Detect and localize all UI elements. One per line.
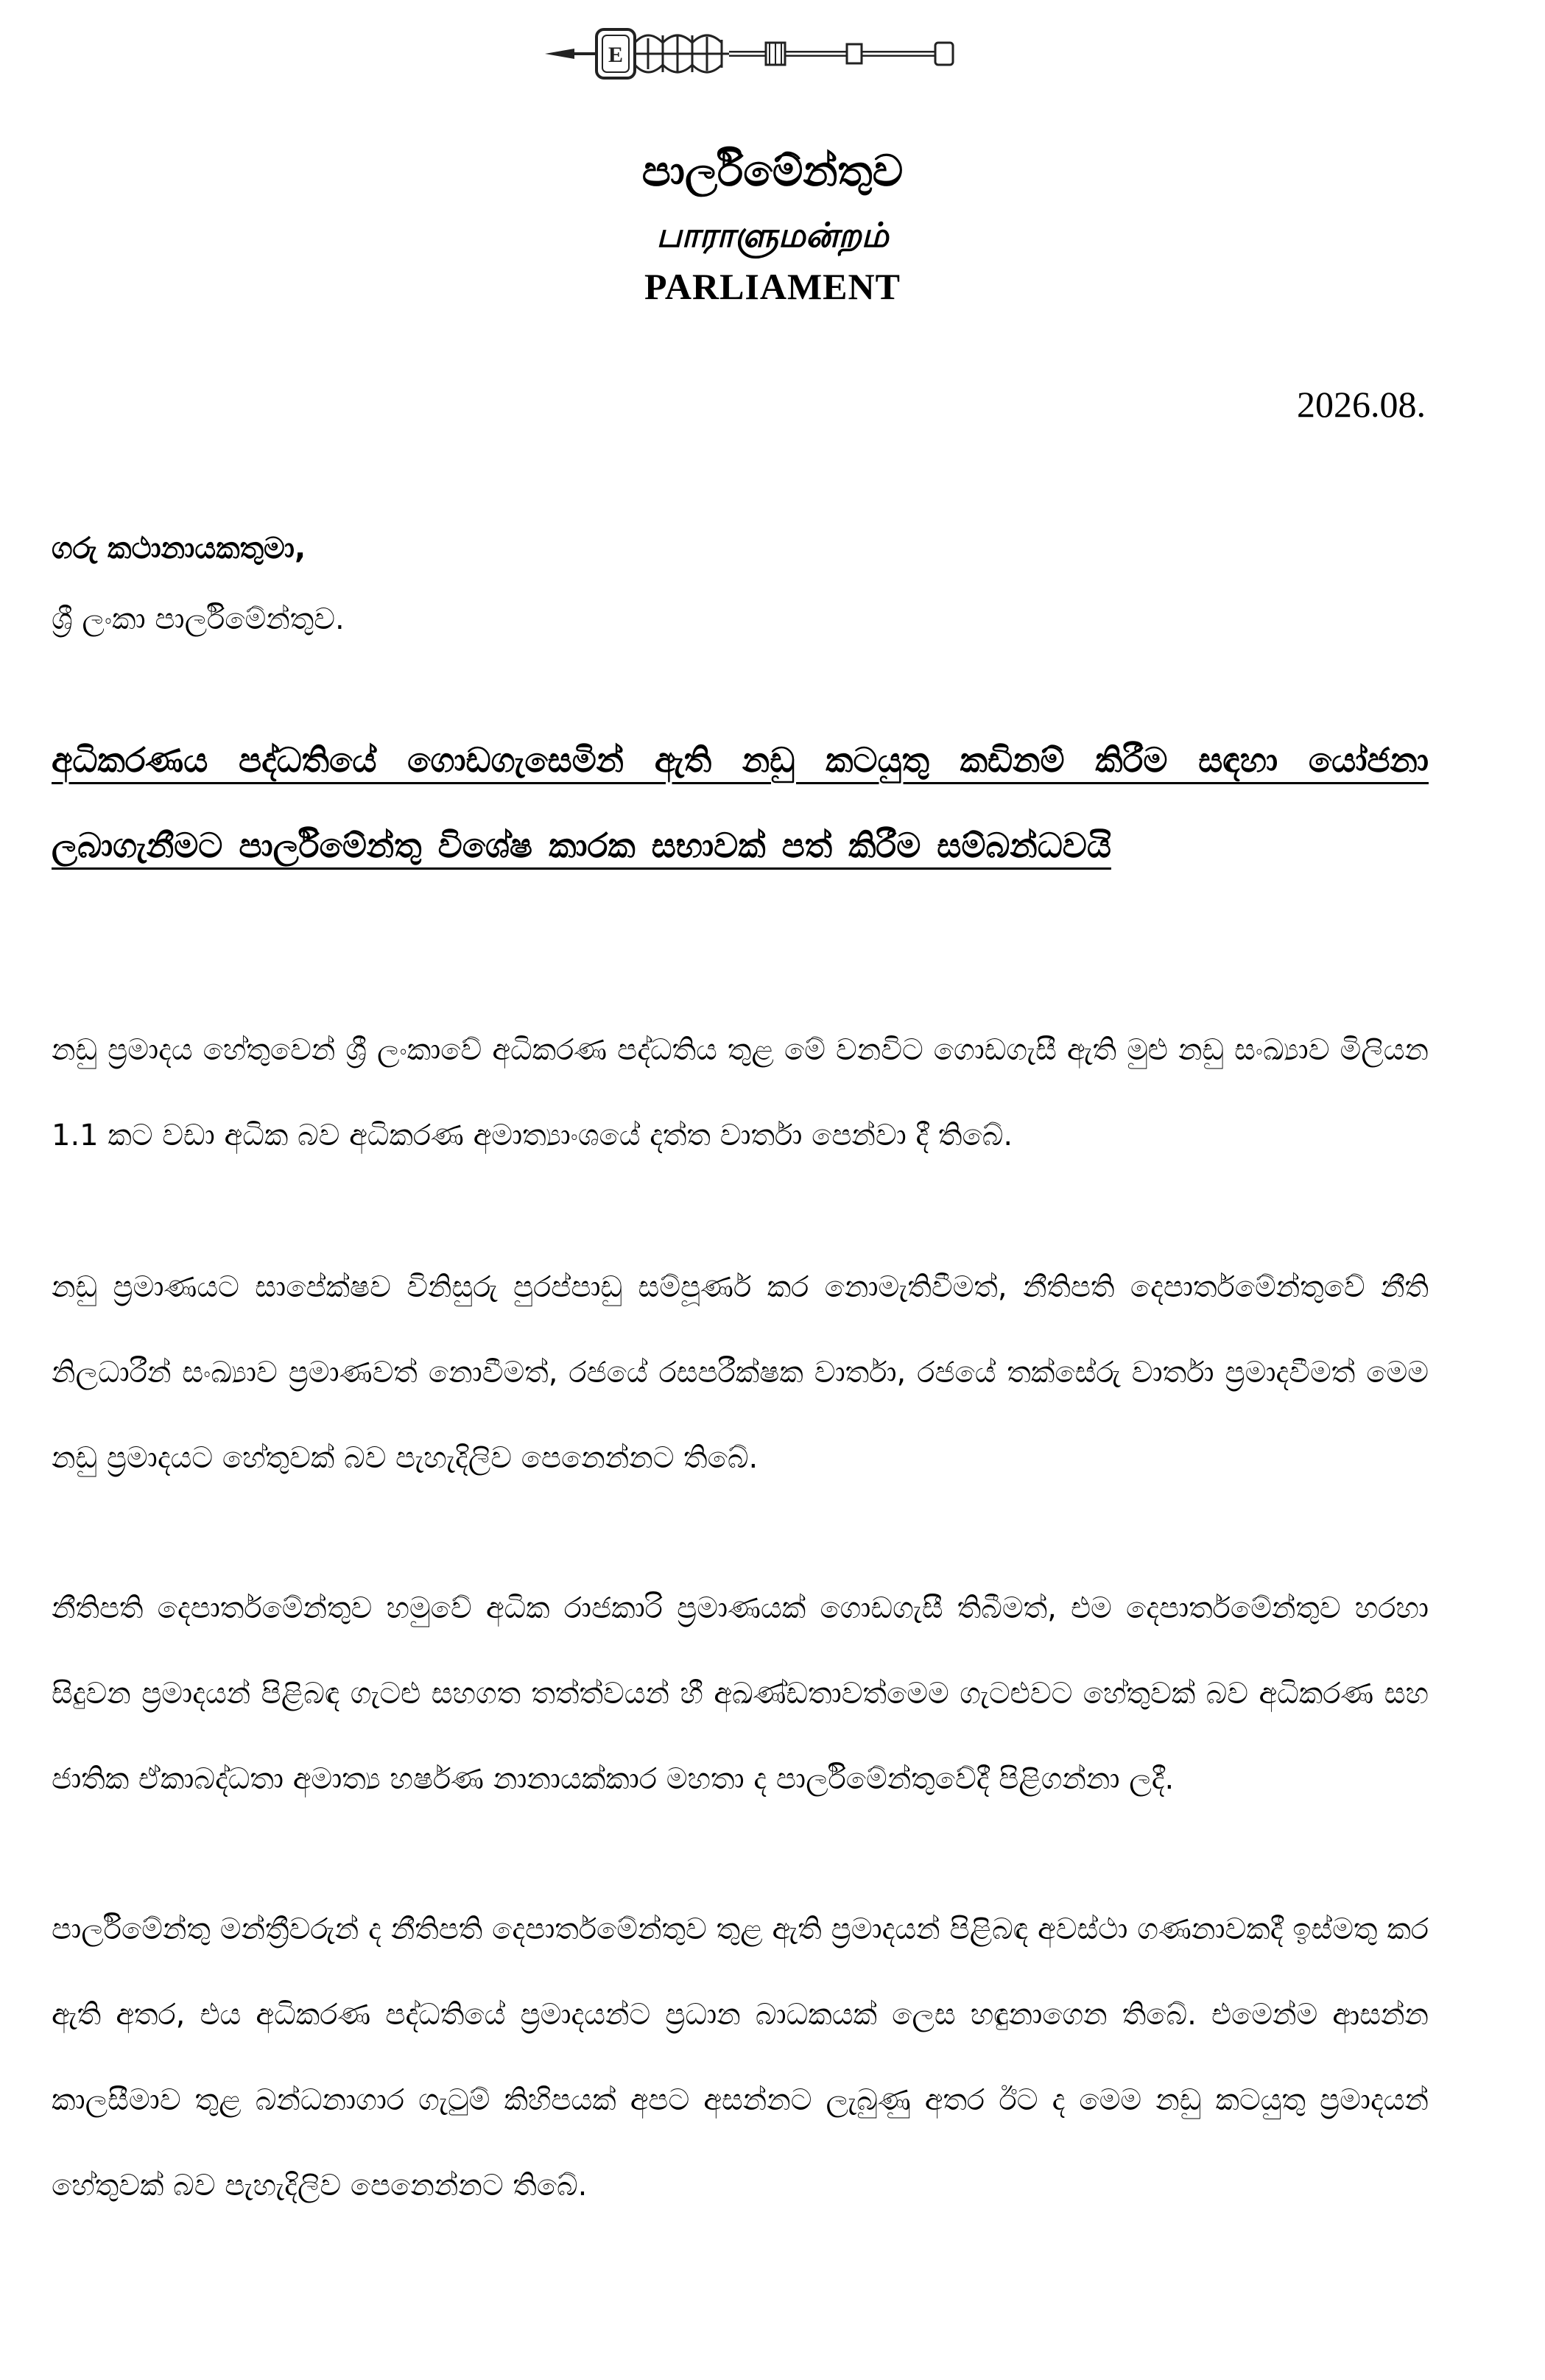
paragraph-3: නීතිපති දෙපාර්තමේන්තුව හමුවේ අධික රාජකාරි ප්‍රමාණයක් ගොඩගැසී තිබීමත්, එම දෙපාර්තමේන්තුව හරහා සිදුවන ප්‍රමාදයන් පිළිබඳ ගැටළු සහගත තත්ත්වයන් හී අඛණ්ඩතාවත්මෙම ගැටළුවට හේතුවක් බව අධිකරණ සහ ජාතික ඒකාබද්ධතා අමාත්‍ය හර්ෂණ නානායක්කාර මහතා ද පාර්ලිමේන්තුවේදී පිළිගන්නා ලදී.	[52, 1591, 1429, 1796]
paragraph-1: නඩු ප්‍රමාදය හේතුවෙන් ශ්‍රී ලංකාවේ අධිකරණ පද්ධතිය තුළ මේ වනවිට ගොඩගැසී ඇති මුළු නඩු සංඛ්‍යාව මිලියන 1.1 කට වඩා අධික බව අධිකරණ අමාත්‍යාංශයේ දත්ත වාර්තා පෙන්වා දී තිබේ.	[52, 1033, 1429, 1152]
svg-text:E: E	[608, 43, 624, 67]
title-sinhala: පාර්ලිමේන්තුව	[641, 146, 904, 196]
parliament-mace-emblem-icon	[545, 13, 957, 94]
salutation-line-2: ශ්‍රී ලංකා පාර්ලිමේන්තුව.	[52, 602, 345, 636]
salutation-line-1: ගරු කථානායකතුමා,	[52, 532, 306, 566]
letter-date: 2026.08.	[1297, 384, 1426, 425]
subject-heading: අධිකරණය පද්ධතියේ ගොඩගැසෙමින් ඇති නඩු කටයුතු කඩිනම් කිරීම සඳහා යෝජනා ලබාගැනීමට පාර්ලිමේන්තු විශේෂ කාරක සභාවක් පත් කිරීම සම්බන්ධවයි	[52, 740, 1429, 865]
title-tamil: பாராளுமன்றம்	[656, 215, 889, 255]
paragraph-2: නඩු ප්‍රමාණයට සාපේක්ෂව විනිසුරු පුරප්පාඩු සම්පූර්ණ කර නොමැතිවීමත්, නීතිපති දෙපාර්තමේන්තුවේ නීති නිලධාරීන් සංඛ්‍යාව ප්‍රමාණවත් නොවීමත්, රජයේ රසපරීක්ෂක වාර්තා, රජයේ තක්සේරු වාර්තා ප්‍රමාදවීමත් මෙම නඩු ප්‍රමාදයට හේතුවක් බව පැහැදිලිව පෙනෙන්නට තිබේ.	[52, 1270, 1429, 1475]
paragraph-4: පාර්ලිමේන්තු මන්ත්‍රීවරුන් ද නීතිපති දෙපාර්තමේන්තුව තුළ ඇති ප්‍රමාදයන් පිළිබඳ අවස්ථා ගණනාවකදී ඉස්මතු කර ඇති අතර, එය අධිකරණ පද්ධතියේ ප්‍රමාදයන්ට ප්‍රධාන බාධකයක් ලෙස හඳුනාගෙන තිබේ. එමෙන්ම ආසන්න කාලසීමාව තුළ බන්ධනාගාර ගැටුම් කිහිපයක් අපට අසන්නට ලැබුණු අතර ඊට ද මෙම නඩු කටයුතු ප්‍රමාදයන් හේතුවක් බව පැහැදිලිව පෙනෙන්නට තිබේ.	[52, 1912, 1429, 2203]
title-english: PARLIAMENT	[644, 266, 901, 307]
